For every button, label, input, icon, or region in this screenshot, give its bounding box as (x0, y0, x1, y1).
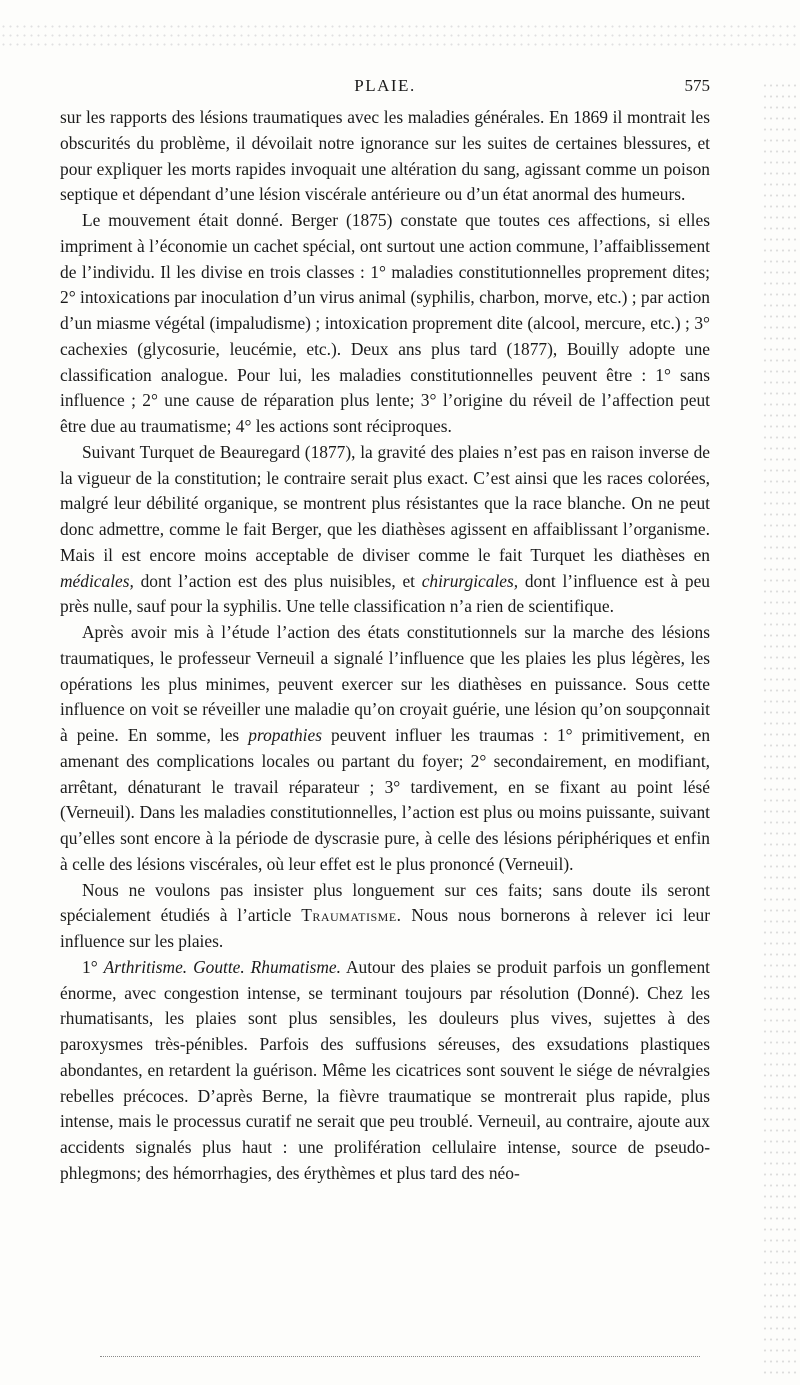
scan-noise-top (0, 22, 800, 52)
paragraph-4 (60, 620, 710, 878)
running-title: PLAIE. (354, 76, 416, 95)
paragraph-6-prefix: 1° (82, 956, 104, 977)
paragraph-3 (60, 440, 710, 620)
paragraph-1 (60, 105, 710, 208)
paragraph-3-italic-medicales: médicales, (60, 570, 134, 591)
footer-dotted-rule (100, 1356, 700, 1357)
paragraph-6-text-1: Autour des plaies se produit parfois un gonflement énorme, avec congestion intense, se terminant toujours par résolution (Donné). Chez les rhumatisants, les plaies sont plus sensibles, les douleurs plus vives, sujettes à des paroxysmes très-pénibles. Parfois des suffusions séreuses, des exsudations plastiques abondantes, en retardent la guérison. Même les cicatrices sont souvent le siége de névralgies rebelles précoces. D’après Berne, la fièvre traumatique se montrerait plus rapide, plus intense, mais le processus curatif ne serait que peu troublé. Verneuil, au contraire, ajoute aux accidents signalés plus haut : une prolifération cellulaire intense, source de pseudo-phlegmons; des hémorrhagies, des érythèmes et plus tard des néo- (60, 956, 710, 1183)
paragraph-2-text: Le mouvement était donné. Berger (1875) constate que toutes ces affections, si elles impriment à l’économie un cachet spécial, ont surtout une action commune, l’affaiblissement de l’individu. Il les divise en trois classes : 1° maladies constitutionnelles proprement dites; 2° intoxications par inoculation d’un virus animal (syphilis, charbon, morve, etc.) ; par action d’un miasme végétal (impaludisme) ; intoxication proprement dite (alcool, mercure, etc.) ; 3° cachexies (glycosurie, leucémie, etc.). Deux ans plus tard (1877), Bouilly adopte une classification analogue. Pour lui, les maladies constitutionnelles peuvent être : 1° sans influence ; 2° une cause de réparation plus lente; 3° l’origine du réveil de l’affection peut être due au traumatisme; 4° les actions sont réciproques. (60, 210, 710, 436)
paragraph-5-text-2: Nous nous bornerons à relever ici leur influence sur les plaies. (60, 905, 710, 951)
paragraph-6 (60, 955, 710, 1187)
paragraph-4-italic-propathies: propathies (248, 725, 322, 745)
text-body (60, 105, 710, 1187)
paragraph-3-italic-chirurgicales: chirurgicales, (421, 570, 519, 591)
paragraph-1-text: sur les rapports des lésions traumatiques avec les maladies générales. En 1869 il montrait les obscurités du problème, il dévoilait notre ignorance sur les suites de certaines blessures, et pour expliquer les morts rapides invoquait une altération du sang, agissant comme un poison septique et dépendant d’une lésion viscérale antérieure ou d’un état anormal des humeurs. (60, 107, 710, 205)
page-header (60, 76, 710, 102)
paragraph-5-small-caps-traumatisme: Traumatisme. (301, 905, 402, 926)
paragraph-2 (60, 208, 710, 440)
page-number: 575 (684, 76, 710, 95)
paragraph-3-text-2: dont l’action est des plus nuisibles, et (133, 570, 422, 591)
paragraph-5-text-1: Nous ne voulons pas insister plus longuement sur ces faits; sans doute ils seront spécialement étudiés à l’article (60, 879, 710, 926)
paragraph-5 (60, 878, 710, 955)
paragraph-3-text-1: Suivant Turquet de Beauregard (1877), la gravité des plaies n’est pas en raison inverse de la vigueur de la constitution; le contraire serait plus exact. C’est ainsi que les races colorées, malgré leur débilité organique, se montrent plus résistantes que la race blanche. On ne peut donc admettre, comme le fait Berger, que les diathèses agissent en affaiblissant l’organisme. Mais il est encore moins acceptable de diviser comme le fait Turquet les diathèses en (60, 441, 710, 565)
paragraph-4-text-1: Après avoir mis à l’étude l’action des états constitutionnels sur la marche des lésions traumatiques, le professeur Verneuil a signalé l’influence que les plaies les plus légères, les opérations les plus minimes, peuvent exercer sur les diathèses en puissance. Sous cette influence on voit se réveiller une maladie qu’on croyait guérie, une lésion qu’on soupçonnait à peine. En somme, les (60, 622, 710, 745)
paragraph-6-italic-heading: Arthritisme. Goutte. Rhumatisme. (103, 956, 341, 977)
paragraph-3-text-3: dont l’influence est à peu près nulle, sauf pour la syphilis. Une telle classification n’a rien de scientifique. (60, 570, 710, 617)
paragraph-4-text-2: peuvent influer les traumas : 1° primitivement, en amenant des complications locales ou partant du foyer; 2° secondairement, en modifiant, arrêtant, dénaturant le travail réparateur ; 3° tardivement, en se fixant au point lésé (Verneuil). Dans les maladies constitutionnelles, l’action est plus ou moins puissante, suivant qu’elles sont encore à la période de dyscrasie pure, à celle des lésions périphériques et enfin à celle des lésions viscérales, où leur effet est le plus prononcé (Verneuil). (60, 725, 711, 874)
scan-noise-right (762, 80, 800, 1380)
